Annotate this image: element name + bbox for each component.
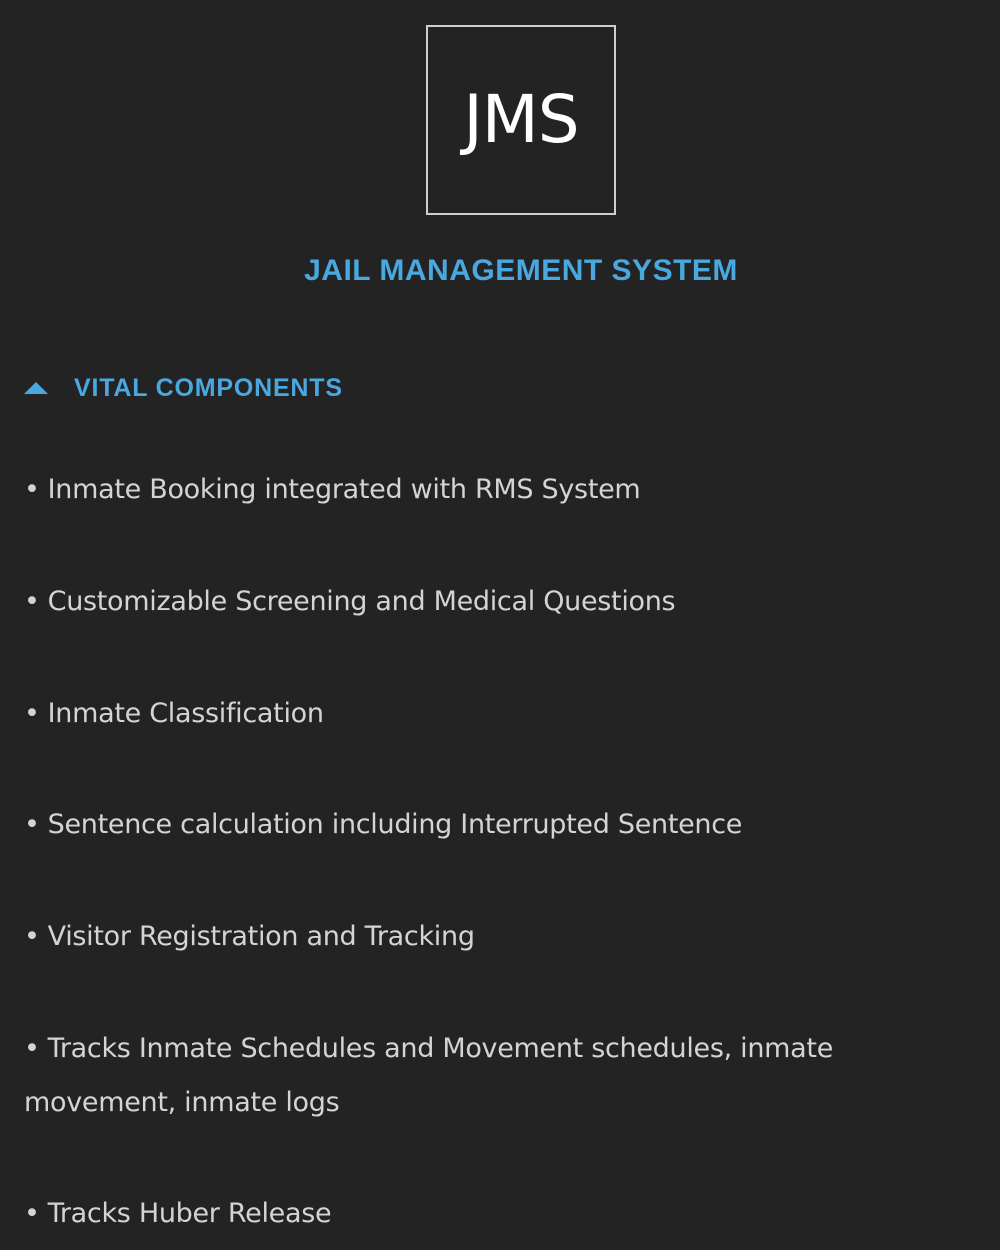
feature-item-classification bbox=[24, 687, 964, 741]
page-title: JAIL MANAGEMENT SYSTEM bbox=[304, 254, 738, 287]
bullet: • bbox=[24, 1033, 40, 1064]
feature-text: Customizable Screening and Medical Questions bbox=[47, 586, 676, 617]
feature-item-visitor bbox=[24, 910, 964, 964]
feature-item-huber bbox=[24, 1187, 964, 1241]
bullet: • bbox=[24, 474, 40, 505]
bullet: • bbox=[24, 1198, 40, 1229]
feature-text: Inmate Booking integrated with RMS System bbox=[47, 474, 641, 505]
logo-text: JMS bbox=[463, 81, 579, 158]
feature-text: Tracks Huber Release bbox=[47, 1198, 332, 1229]
vital-components-toggle[interactable] bbox=[24, 374, 343, 403]
feature-text: Sentence calculation including Interrupted Sentence bbox=[47, 809, 743, 840]
caret-up-icon bbox=[24, 382, 48, 394]
bullet: • bbox=[24, 921, 40, 952]
feature-text: Tracks Inmate Schedules and Movement schedules, inmate movement, inmate logs bbox=[24, 1033, 834, 1118]
feature-item-booking bbox=[24, 463, 964, 517]
feature-text: Visitor Registration and Tracking bbox=[47, 921, 475, 952]
feature-text: Inmate Classification bbox=[47, 698, 324, 729]
bullet: • bbox=[24, 586, 40, 617]
bullet: • bbox=[24, 698, 40, 729]
jms-logo bbox=[426, 25, 616, 215]
section-label: VITAL COMPONENTS bbox=[74, 374, 343, 402]
feature-item-sentence bbox=[24, 798, 964, 852]
feature-item-schedules bbox=[24, 1022, 964, 1130]
feature-item-screening bbox=[24, 575, 964, 629]
bullet: • bbox=[24, 809, 40, 840]
